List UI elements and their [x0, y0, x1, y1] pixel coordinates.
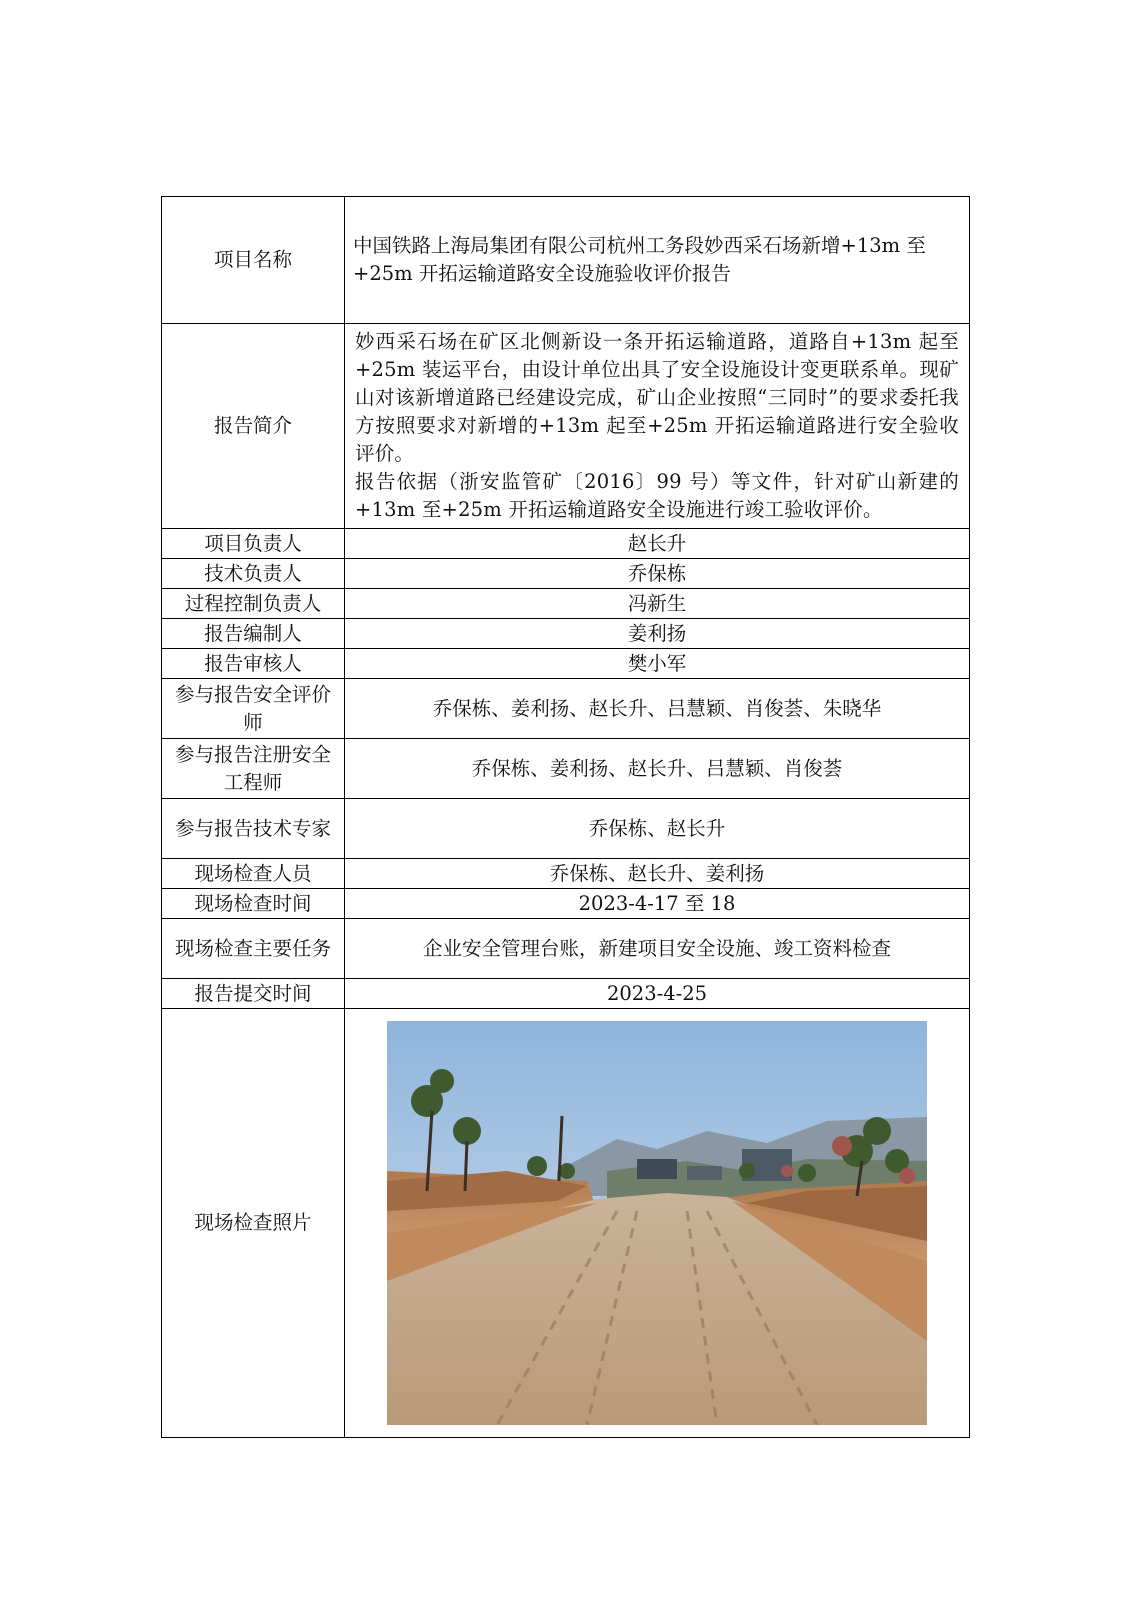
photo-label: 现场检查照片	[162, 1009, 345, 1438]
project-lead-value: 赵长升	[345, 529, 970, 559]
tech-lead-label: 技术负责人	[162, 559, 345, 589]
registered-engineers-value: 乔保栋、姜利扬、赵长升、吕慧颖、肖俊荟	[345, 739, 970, 799]
reviewer-label: 报告审核人	[162, 649, 345, 679]
tech-experts-label: 参与报告技术专家	[162, 799, 345, 859]
summary-paragraph-1: 妙西采石场在矿区北侧新设一条开拓运输道路，道路自+13m 起至+25m 装运平台，由设计单位出具了安全设施设计变更联系单。现矿山对该新增道路已经建设完成，矿山企业按照“三同时”的要求委托我方按照要求对新增的+13m 起至+25m 开拓运输道路进行安全验收评价。	[355, 330, 959, 465]
inspection-time-value: 2023-4-17 至 18	[345, 889, 970, 919]
inspectors-label: 现场检查人员	[162, 859, 345, 889]
summary-value	[345, 324, 970, 529]
inspection-tasks-label: 现场检查主要任务	[162, 919, 345, 979]
inspection-tasks-value: 企业安全管理台账，新建项目安全设施、竣工资料检查	[345, 919, 970, 979]
project-lead-label: 项目负责人	[162, 529, 345, 559]
safety-evaluators-label: 参与报告安全评价师	[162, 679, 345, 739]
reviewer-value: 樊小军	[345, 649, 970, 679]
report-info-table	[161, 196, 970, 1438]
tech-experts-value: 乔保栋、赵长升	[345, 799, 970, 859]
submit-time-label: 报告提交时间	[162, 979, 345, 1009]
site-inspection-photo	[387, 1021, 927, 1425]
project-name-value: 中国铁路上海局集团有限公司杭州工务段妙西采石场新增+13m 至+25m 开拓运输道路安全设施验收评价报告	[345, 197, 970, 324]
summary-label: 报告简介	[162, 324, 345, 529]
inspection-time-label: 现场检查时间	[162, 889, 345, 919]
inspectors-value: 乔保栋、赵长升、姜利扬	[345, 859, 970, 889]
project-name-label: 项目名称	[162, 197, 345, 324]
author-value: 姜利扬	[345, 619, 970, 649]
photo-cell	[345, 1009, 970, 1438]
submit-time-value: 2023-4-25	[345, 979, 970, 1009]
summary-paragraph-2: 报告依据（浙安监管矿〔2016〕99 号）等文件，针对矿山新建的+13m 至+25m 开拓运输道路安全设施进行竣工验收评价。	[355, 470, 959, 521]
tech-lead-value: 乔保栋	[345, 559, 970, 589]
process-lead-value: 冯新生	[345, 589, 970, 619]
process-lead-label: 过程控制负责人	[162, 589, 345, 619]
author-label: 报告编制人	[162, 619, 345, 649]
registered-engineers-label: 参与报告注册安全工程师	[162, 739, 345, 799]
safety-evaluators-value: 乔保栋、姜利扬、赵长升、吕慧颖、肖俊荟、朱晓华	[345, 679, 970, 739]
